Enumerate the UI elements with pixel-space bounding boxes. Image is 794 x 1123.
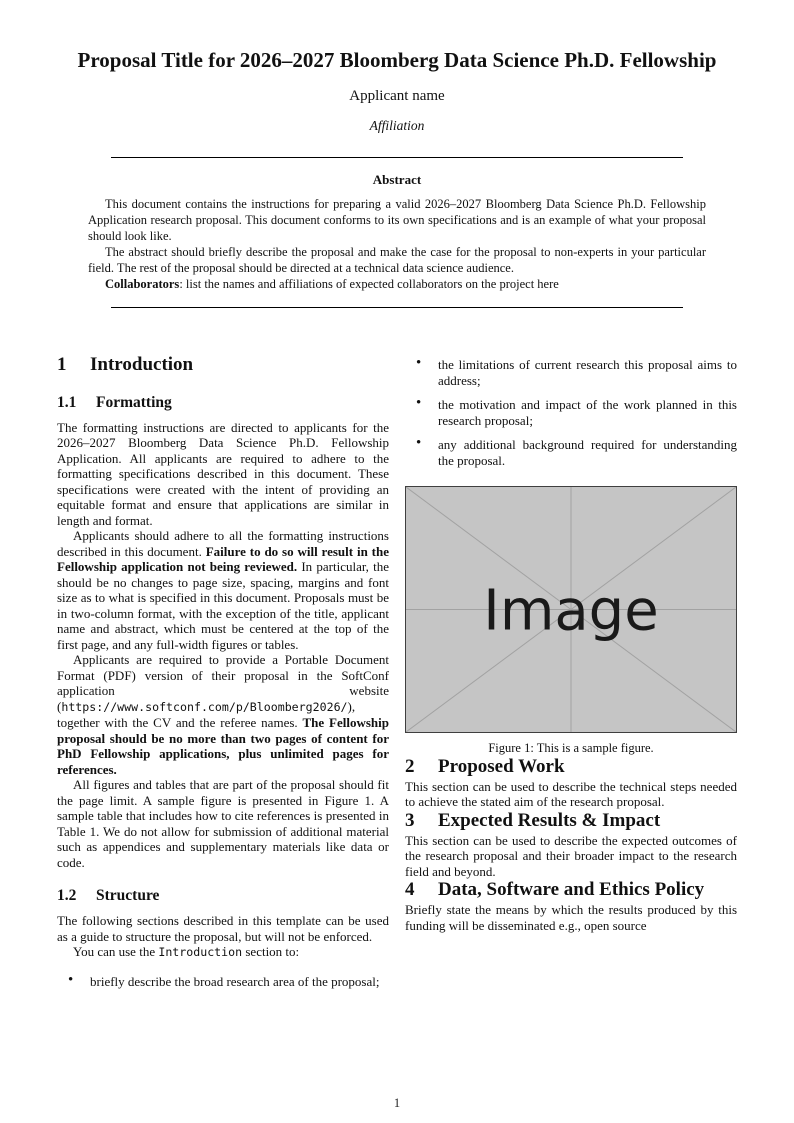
section-number: 3 <box>405 809 415 831</box>
formatting-paragraph-1: The formatting instructions are directed to applicants for the 2026–2027 Bloomberg Data Science Ph.D. Fellowship Application. All applicants are required to adhere to the formatting specifications described in this document. These specifications were created with the intent of providing an equitable format and ensure that applications are similar in length and format. <box>57 419 389 528</box>
section-number: 2 <box>405 756 415 778</box>
formatting-paragraph-3 <box>57 652 389 777</box>
text-run: : list the names and affiliations of expected collaborators on the project here <box>179 277 559 292</box>
abstract-rule-top <box>111 157 683 158</box>
list-item: • the limitations of current research this proposal aims to address; <box>416 357 737 388</box>
section-1-2-heading <box>57 887 389 905</box>
section-title: Formatting <box>96 393 172 411</box>
two-column-body <box>57 354 737 998</box>
section-2-heading <box>405 756 737 779</box>
figure-1-caption: Figure 1: This is a sample figure. <box>488 741 654 756</box>
section-4-heading <box>405 879 737 902</box>
text-run: Applicants should adhere to all the formatting instructions described in this document. <box>57 528 389 559</box>
text-run: ), together with the CV and the referee names. <box>57 698 356 731</box>
text-run: Collaborators <box>105 277 180 292</box>
expected-results-paragraph: This section can be used to describe the expected outcomes of the research proposal and their broader impact to the research field and beyond. <box>405 832 737 879</box>
section-1-heading <box>57 354 389 377</box>
section-number: 1.1 <box>57 393 77 411</box>
list-item: • briefly describe the broad research area of the proposal; <box>68 974 389 990</box>
abstract-paragraph-collaborators <box>88 276 706 292</box>
abstract-heading: Abstract <box>372 172 422 188</box>
abstract-paragraph-1: This document contains the instructions for preparing a valid 2026–2027 Bloomberg Data Science Ph.D. Fellowship Application research proposal. This document conforms to its own specifications and is an example of what your proposal should look like. <box>88 197 706 244</box>
figure-image-placeholder <box>405 486 737 733</box>
abstract-section <box>88 172 706 292</box>
list-item: • the motivation and impact of the work planned in this research proposal; <box>416 397 737 428</box>
introduction-bullet-list <box>405 357 737 468</box>
section-title: Introduction <box>90 354 194 376</box>
section-1-1-heading <box>57 394 389 412</box>
text-run: Failure to do so will result in the Fellowship application not being reviewed. <box>57 543 390 575</box>
section-3-heading <box>405 810 737 833</box>
section-number: 1 <box>57 354 67 376</box>
list-item: • any additional background required for understanding the proposal. <box>416 437 737 468</box>
abstract-rule-bottom <box>111 307 683 308</box>
section-title: Data, Software and Ethics Policy <box>438 879 705 901</box>
section-title: Expected Results & Impact <box>438 809 661 831</box>
formatting-paragraph-2 <box>57 528 389 652</box>
figure-1 <box>405 486 737 756</box>
paper-header <box>57 48 737 134</box>
formatting-paragraph-4: All figures and tables that are part of the proposal should fit the page limit. A sample figure is presented in Figure 1. A sample table that includes how to cite references is presented in Table 1. We do not allow for submission of additional material such as appendices and supplementary materials like data or code. <box>57 777 389 870</box>
placeholder-image-label: Image <box>483 578 659 644</box>
section-number: 4 <box>405 879 415 901</box>
structure-paragraph-1: The following sections described in this template can be used as a guide to structure the proposal, but will not be enforced. <box>57 913 389 944</box>
left-column <box>57 354 389 998</box>
structure-paragraph-2 <box>57 944 389 961</box>
section-title: Structure <box>96 887 160 905</box>
proposed-work-paragraph: This section can be used to describe the technical steps needed to achieve the stated aim of the research proposal. <box>405 778 737 810</box>
author-name: Applicant name <box>349 88 445 105</box>
text-run: Introduction <box>158 945 243 960</box>
softconf-url-link[interactable]: https://www.softconf.com/p/Bloomberg2026/ <box>61 699 348 714</box>
page-number: 1 <box>393 1096 401 1110</box>
text-run: The Fellowship proposal should be no more than two pages of content for PhD Fellowship applications, plus unlimited pages for references. <box>57 715 390 777</box>
section-number: 1.2 <box>57 887 77 905</box>
text-run: In particular, the should be no changes to page size, spacing, margins and font size as to what is specified in this document. Proposals must be in two-column format, with the exception of the title, applicant name and abstract, which must be centered at the top of the first page, and any full-width figures or tables. <box>57 559 390 652</box>
structure-bullet-list <box>57 974 389 990</box>
data-software-ethics-paragraph: Briefly state the means by which the results produced by this funding will be disseminated e.g., open source <box>405 902 737 933</box>
paper-title: Proposal Title for 2026–2027 Bloomberg Data Science Ph.D. Fellowship <box>77 48 717 72</box>
text-run: Applicants are required to provide a Portable Document Format (PDF) version of their proposal in the SoftConf application website ( <box>57 652 389 714</box>
affiliation: Affiliation <box>369 118 425 134</box>
section-title: Proposed Work <box>438 756 565 778</box>
text-run: section to: <box>242 944 300 960</box>
abstract-paragraph-2: The abstract should briefly describe the proposal and make the case for the proposal to non-experts in your particular field. The rest of the proposal should be directed at a technical data science audience. <box>88 245 706 276</box>
text-run: You can use the <box>73 944 159 960</box>
right-column <box>405 354 737 998</box>
